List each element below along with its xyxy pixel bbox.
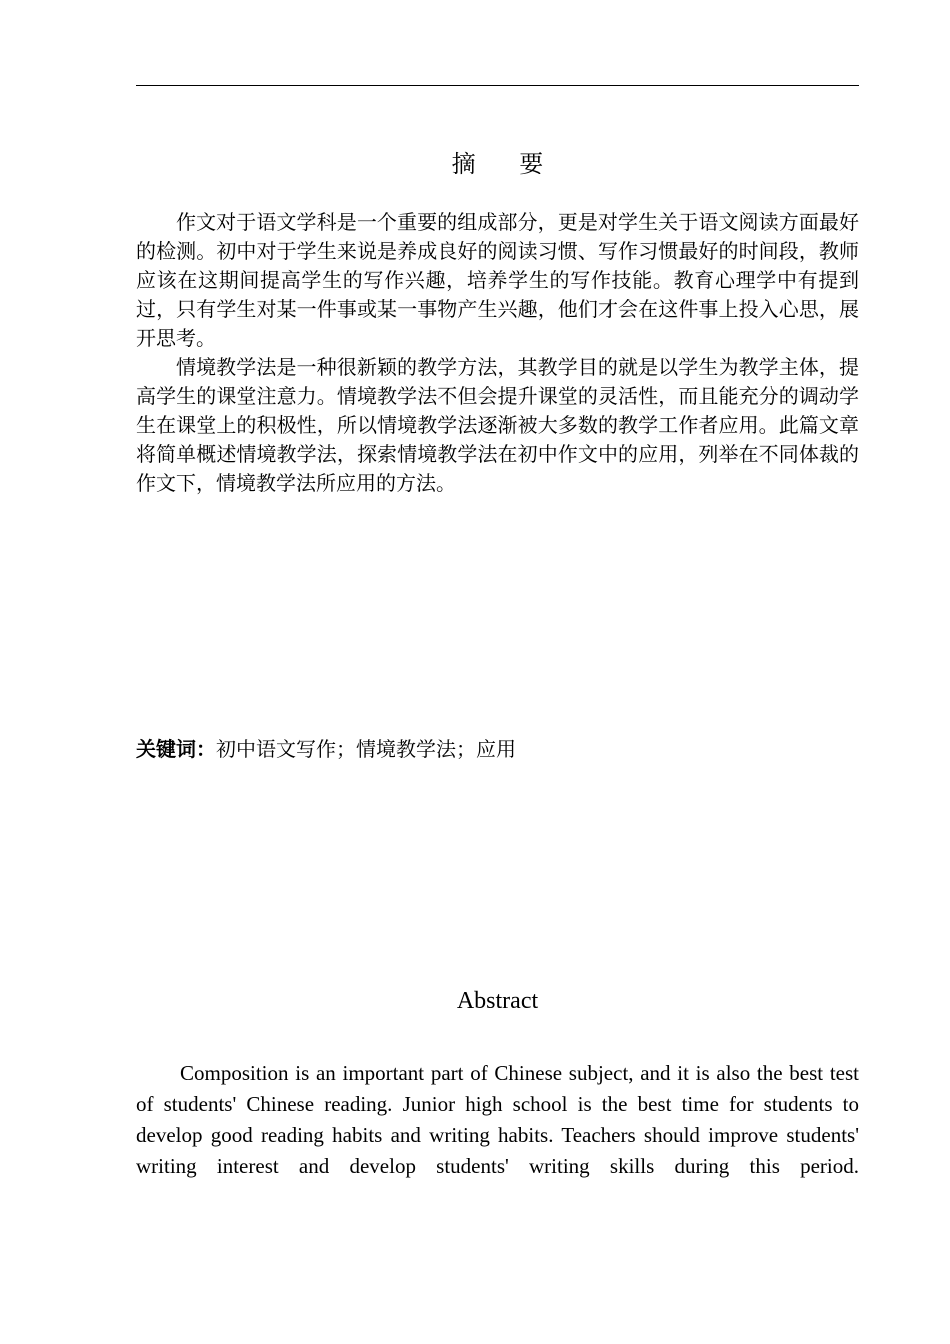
keywords-line — [136, 735, 859, 764]
abstract-cn-title: 摘 要 — [451, 150, 562, 178]
keywords-text: 初中语文写作；情境教学法；应用 — [216, 737, 516, 761]
header-rule — [136, 85, 859, 86]
keywords-label: 关键词： — [136, 737, 216, 761]
abstract-en-title: Abstract — [456, 988, 539, 1014]
abstract-cn-body — [136, 208, 859, 498]
abstract-en-paragraph: Composition is an important part of Chinese subject, and it is also the best test of students' Chinese reading. Junior high school is the best time for students to develop good reading habits and writing habits. Teachers should improve students' writing interest and develop students' writing skills during this period. — [136, 1061, 859, 1178]
abstract-cn-paragraph: 作文对于语文学科是一个重要的组成部分，更是对学生关于语文阅读方面最好的检测。初中对于学生来说是养成良好的阅读习惯、写作习惯最好的时间段，教师应该在这期间提高学生的写作兴趣，培养学生的写作技能。教育心理学中有提到过，只有学生对某一件事或某一事物产生兴趣，他们才会在这件事上投入心思，展开思考。 — [136, 210, 859, 350]
abstract-en-body — [136, 1058, 859, 1182]
abstract-cn-paragraph: 情境教学法是一种很新颖的教学方法，其教学目的就是以学生为教学主体，提高学生的课堂注意力。情境教学法不但会提升课堂的灵活性，而且能充分的调动学生在课堂上的积极性，所以情境教学法逐渐被大多数的教学工作者应用。此篇文章将简单概述情境教学法，探索情境教学法在初中作文中的应用，列举在不同体裁的作文下，情境教学法所应用的方法。 — [136, 355, 859, 495]
